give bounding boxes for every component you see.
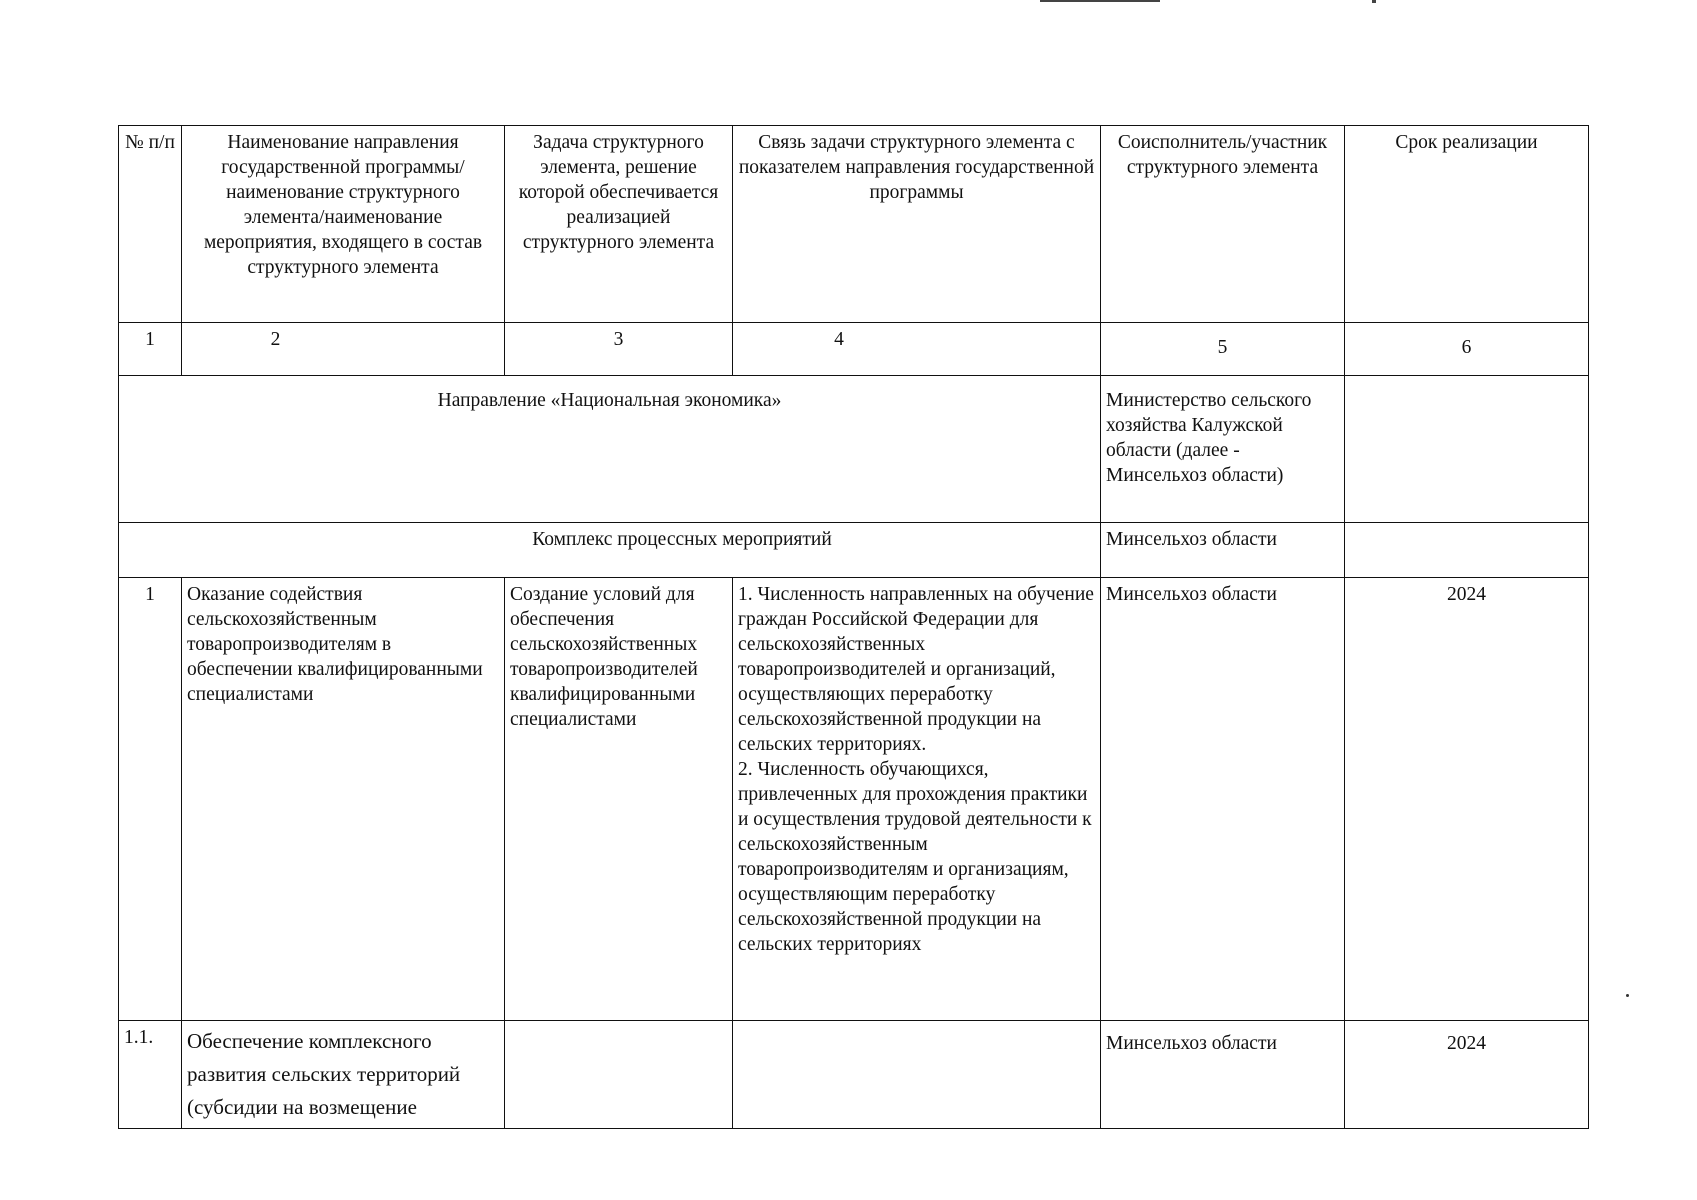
row-task: Создание условий для обеспечения сельскохозяйственных товаропроизводителей квалифицированными специалистами <box>505 578 733 1021</box>
header-num: № п/п <box>119 126 182 323</box>
direction-executor: Министерство сельского хозяйства Калужской области (далее - Минсельхоз области) <box>1101 376 1345 523</box>
header-task: Задача структурного элемента, решение которой обеспечивается реализацией структурного элемента <box>505 126 733 323</box>
column-number: 5 <box>1101 323 1345 376</box>
complex-title: Комплекс процессных мероприятий <box>119 523 1101 578</box>
program-table <box>118 125 1589 1129</box>
header-link: Связь задачи структурного элемента с показателем направления государственной программы <box>733 126 1101 323</box>
header-executor: Соисполнитель/участник структурного элемента <box>1101 126 1345 323</box>
row-link: 1. Численность направленных на обучение граждан Российской Федерации для сельскохозяйственных товаропроизводителей и организаций, осуществляющих переработку сельскохозяйственной продукции на сельских территориях. 2. Численность обучающихся, привлеченных для прохождения практики и осуществления трудовой деятельности к сельскохозяйственным товаропроизводителям и организациям, осуществляющим переработку сельскохозяйственной продукции на сельских территориях <box>733 578 1101 1021</box>
row-num: 1.1. <box>119 1021 182 1129</box>
header-term: Срок реализации <box>1345 126 1589 323</box>
scan-speck <box>1626 994 1629 997</box>
row-name: Оказание содействия сельскохозяйственным товаропроизводителям в обеспечении квалифицированными специалистами <box>182 578 505 1021</box>
column-number: 2 <box>182 323 505 376</box>
direction-title: Направление «Национальная экономика» <box>119 376 1101 523</box>
column-number: 4 <box>733 323 1101 376</box>
header-name: Наименование направления государственной программы/ наименование структурного элемента/наименование мероприятия, входящего в состав структурного элемента <box>182 126 505 323</box>
complex-executor: Минсельхоз области <box>1101 523 1345 578</box>
header-row <box>119 126 1589 323</box>
row-term: 2024 <box>1345 1021 1589 1129</box>
table-row <box>119 578 1589 1021</box>
complex-term <box>1345 523 1589 578</box>
direction-row <box>119 376 1589 523</box>
row-num: 1 <box>119 578 182 1021</box>
scan-top-dot <box>1372 0 1376 3</box>
column-number: 1 <box>119 323 182 376</box>
column-number: 3 <box>505 323 733 376</box>
row-link <box>733 1021 1101 1129</box>
column-number-row <box>119 323 1589 376</box>
scan-top-mark <box>1040 0 1160 2</box>
row-executor: Минсельхоз области <box>1101 578 1345 1021</box>
table-row <box>119 1021 1589 1129</box>
column-number: 6 <box>1345 323 1589 376</box>
row-term: 2024 <box>1345 578 1589 1021</box>
row-name: Обеспечение комплексного развития сельских территорий (субсидии на возмещение <box>182 1021 505 1129</box>
complex-row <box>119 523 1589 578</box>
row-task <box>505 1021 733 1129</box>
direction-term <box>1345 376 1589 523</box>
row-executor: Минсельхоз области <box>1101 1021 1345 1129</box>
